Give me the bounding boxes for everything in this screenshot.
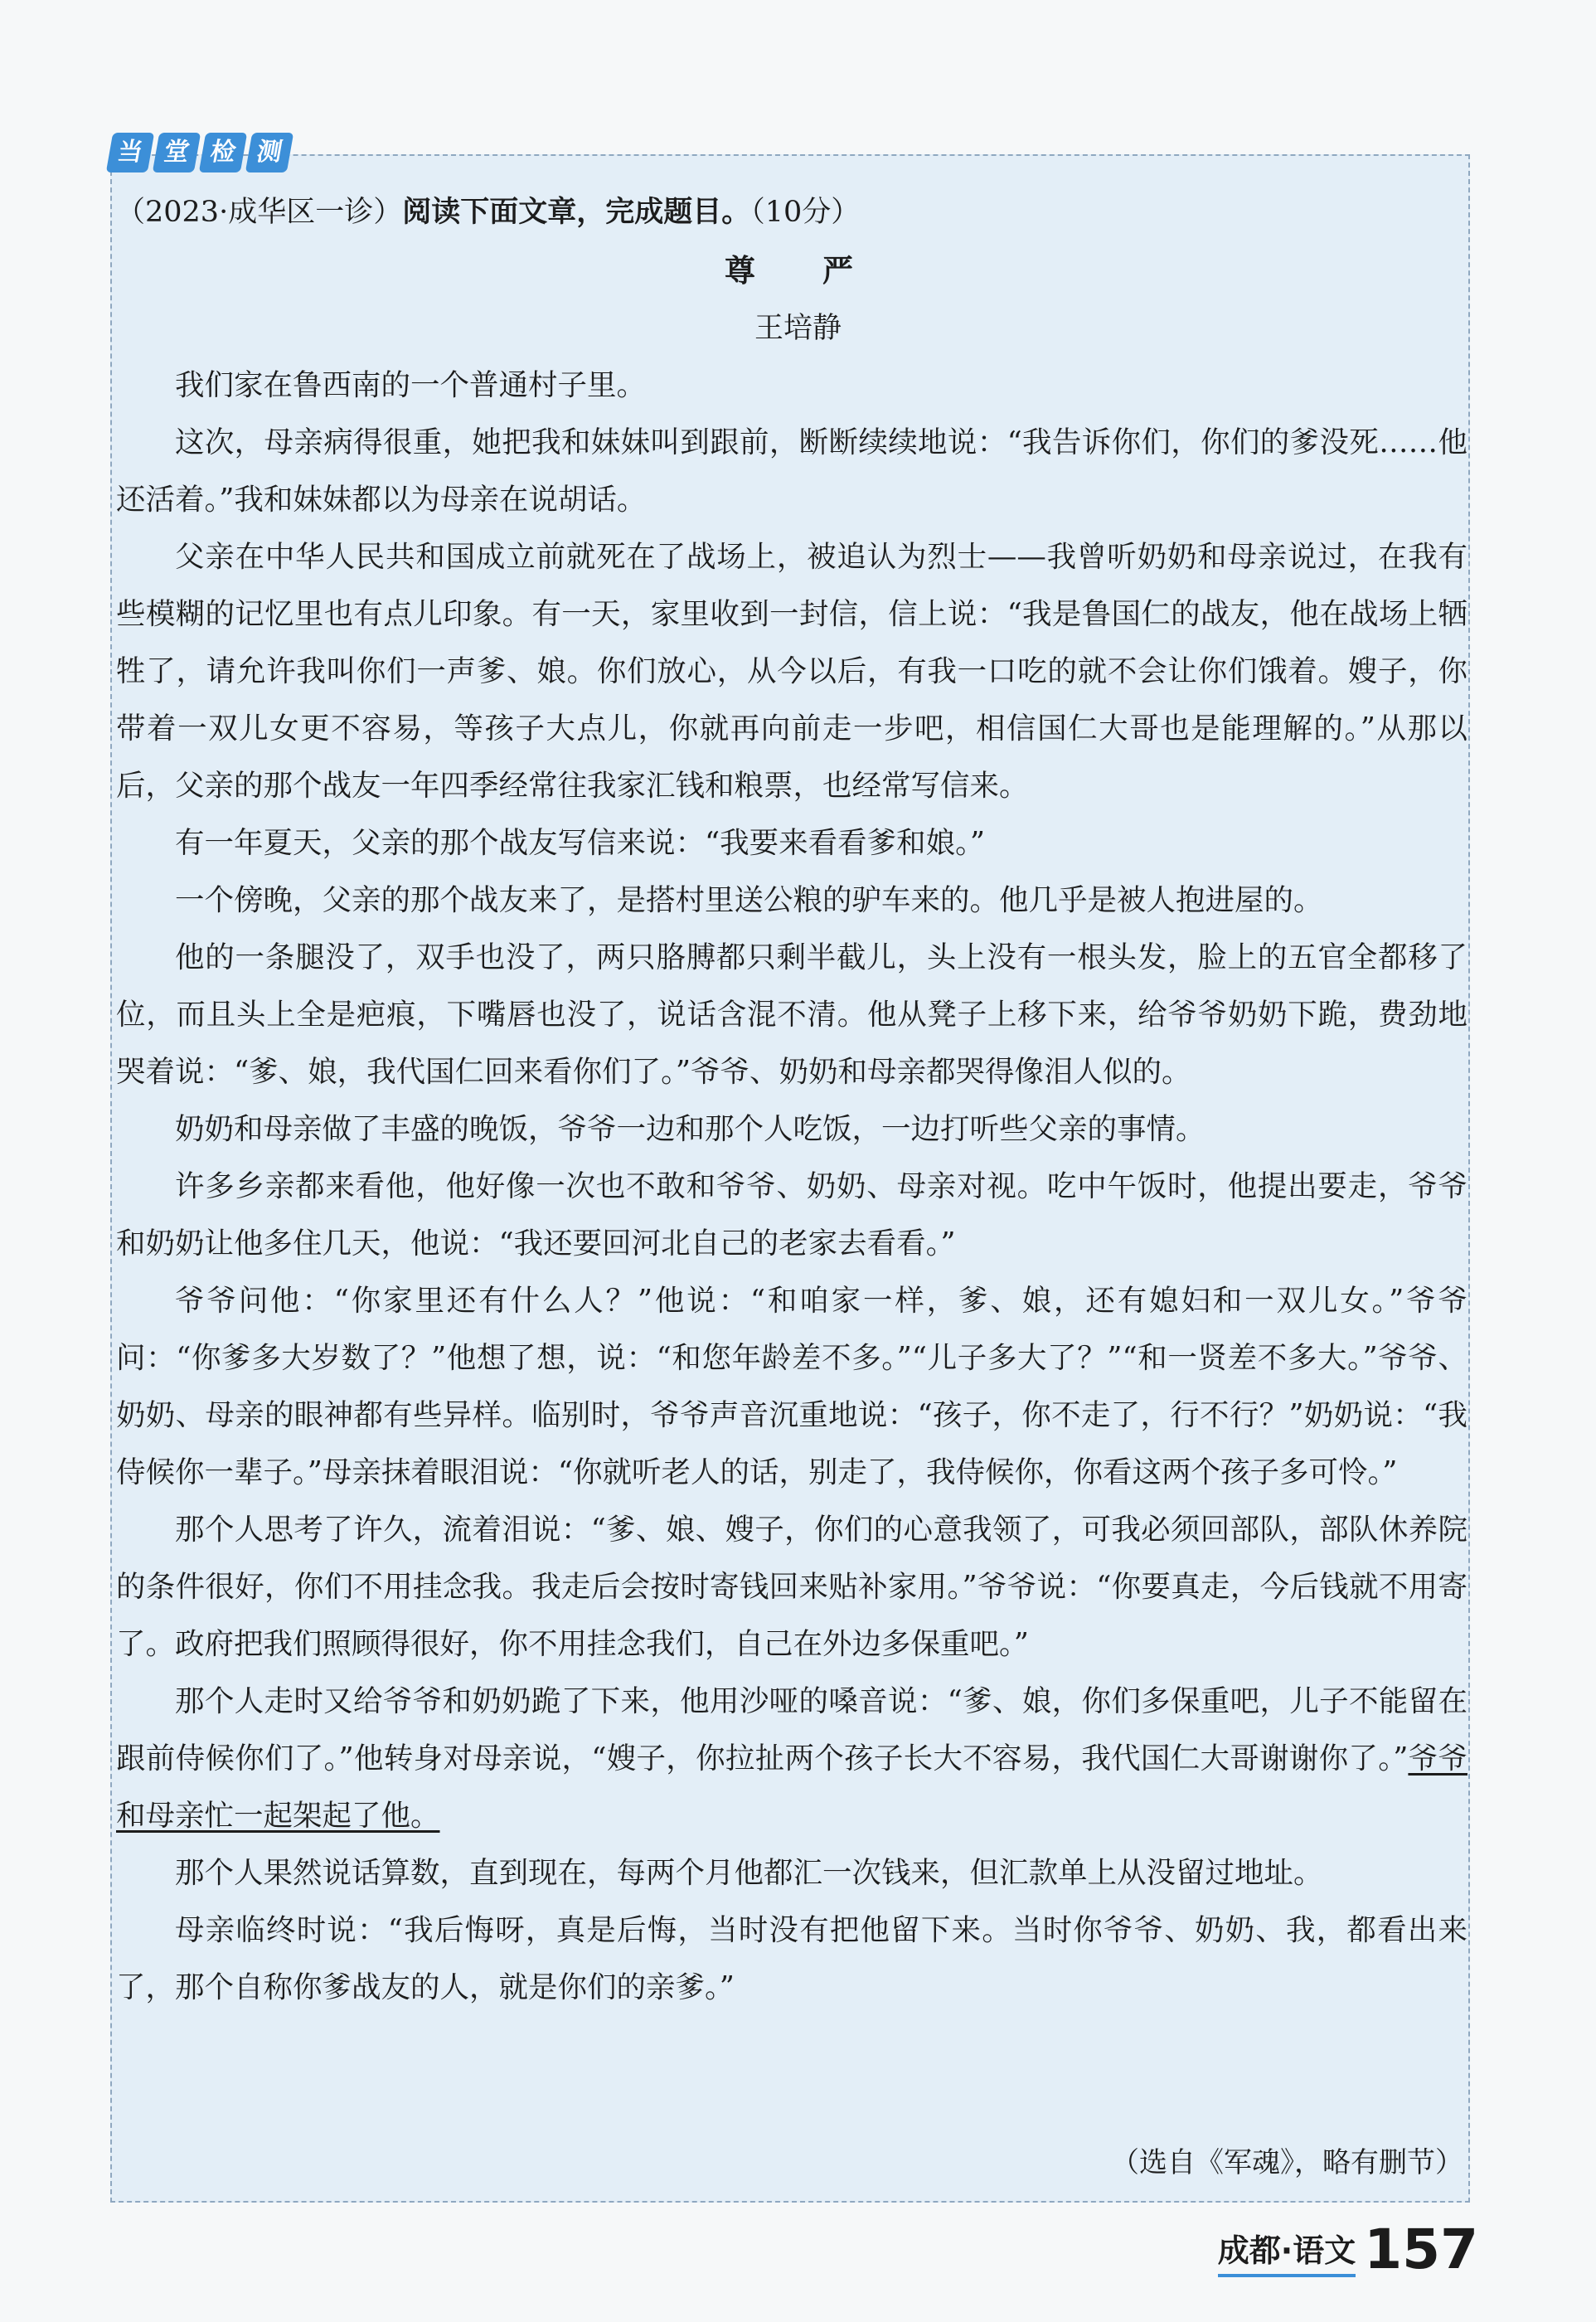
paragraph: 他的一条腿没了，双手也没了，两只胳膊都只剩半截儿，头上没有一根头发，脸上的五官全都移了位，而且头上全是疤痕，下嘴唇也没了，说话含混不清。他从凳子上移下来，给爷爷奶奶下跪，费劲地哭着说：“爹、娘，我代国仁回来看你们了。”爷爷、奶奶和母亲都哭得像泪人似的。 (116, 940, 1467, 1089)
instruction: 阅读下面文章，完成题目。 (402, 195, 751, 229)
paragraph: 爷爷问他：“你家里还有什么人？”他说：“和咱家一样，爹、娘，还有媳妇和一双儿女。”爷爷问：“你爹多大岁数了？”他想了想，说：“和您年龄差不多。”“儿子多大了？”“和一贤差不多大。”爷爷、奶奶、母亲的眼神都有些异样。临别时，爷爷声音沉重地说：“孩子，你不走了，行不行？”奶奶说：“我侍候你一辈子。”母亲抹着眼泪说：“你就听老人的话，别走了，我侍候你，你看这两个孩子多可怜。” (116, 1284, 1467, 1489)
article-title: 尊 严 (725, 253, 871, 289)
article-body (116, 357, 1467, 2016)
question-intro (116, 189, 1443, 236)
paragraph: 那个人思考了许久，流着泪说：“爹、娘、嫂子，你们的心意我领了，可我必须回部队，部队休养院的条件很好，你们不用挂念我。我走后会按时寄钱回来贴补家用。”爷爷说：“你要真走，今后钱就不用寄了。政府把我们照顾得很好，你不用挂念我们，自己在外边多保重吧。” (116, 1513, 1467, 1661)
paragraph: 那个人果然说话算数，直到现在，每两个月他都汇一次钱来，但汇款单上从没留过地址。 (175, 1856, 1323, 1890)
footer-label: 成都·语文 (1218, 2225, 1356, 2277)
page-number: 157 (1364, 2218, 1478, 2281)
paragraph: 一个傍晚，父亲的那个战友来了，是搭村里送公粮的驴车来的。他几乎是被人抱进屋的。 (175, 883, 1323, 917)
badge-char: 堂 (153, 133, 201, 172)
section-badge (109, 133, 290, 172)
paragraph: 我们家在鲁西南的一个普通村子里。 (175, 368, 647, 402)
page-footer (1217, 2218, 1478, 2281)
badge-char: 检 (199, 133, 247, 172)
points: （10分） (750, 196, 861, 229)
paragraph-text: 那个人走时又给爷爷和奶奶跪了下来，他用沙哑的嗓音说：“爹、娘，你们多保重吧，儿子不能留在跟前侍候你们了。”他转身对母亲说，“嫂子，你拉扯两个孩子长大不容易，我代国仁大哥谢谢你了。” (116, 1684, 1467, 1776)
paragraph: 母亲临终时说：“我后悔呀，真是后悔，当时没有把他留下来。当时你爷爷、奶奶、我，都看出来了，那个自称你爹战友的人，就是你们的亲爹。” (116, 1913, 1467, 2004)
paragraph: 许多乡亲都来看他，他好像一次也不敢和爷爷、奶奶、母亲对视。吃中午饭时，他提出要走，爷爷和奶奶让他多住几天，他说：“我还要回河北自己的老家去看看。” (116, 1169, 1467, 1261)
source-note: （选自《军魂》，略有删节） (1111, 2146, 1463, 2179)
badge-char: 测 (245, 133, 293, 172)
paragraph (116, 1673, 1467, 1844)
paragraph: 这次，母亲病得很重，她把我和妹妹叫到跟前，断断续续地说：“我告诉你们，你们的爹没死……他还活着。”我和妹妹都以为母亲在说胡话。 (116, 425, 1467, 517)
source-tag: （2023·成华区一诊） (116, 196, 403, 229)
paragraph: 有一年夏天，父亲的那个战友写信来说：“我要来看看爹和娘。” (175, 826, 986, 860)
article-author: 王培静 (754, 312, 842, 345)
badge-char: 当 (106, 133, 154, 172)
underlined-sentence: 爷爷和母亲忙一起架起了他。 (116, 1742, 1467, 1833)
paragraph: 奶奶和母亲做了丰盛的晚饭，爷爷一边和那个人吃饭，一边打听些父亲的事情。 (175, 1112, 1205, 1146)
paragraph: 父亲在中华人民共和国成立前就死在了战场上，被追认为烈士——我曾听奶奶和母亲说过，在我有些模糊的记忆里也有点儿印象。有一天，家里收到一封信，信上说：“我是鲁国仁的战友，他在战场上牺牲了，请允许我叫你们一声爹、娘。你们放心，从今以后，有我一口吃的就不会让你们饿着。嫂子，你带着一双儿女更不容易，等孩子大点儿，你就再向前走一步吧，相信国仁大哥也是能理解的。”从那以后，父亲的那个战友一年四季经常往我家汇钱和粮票，也经常写信来。 (116, 540, 1467, 803)
